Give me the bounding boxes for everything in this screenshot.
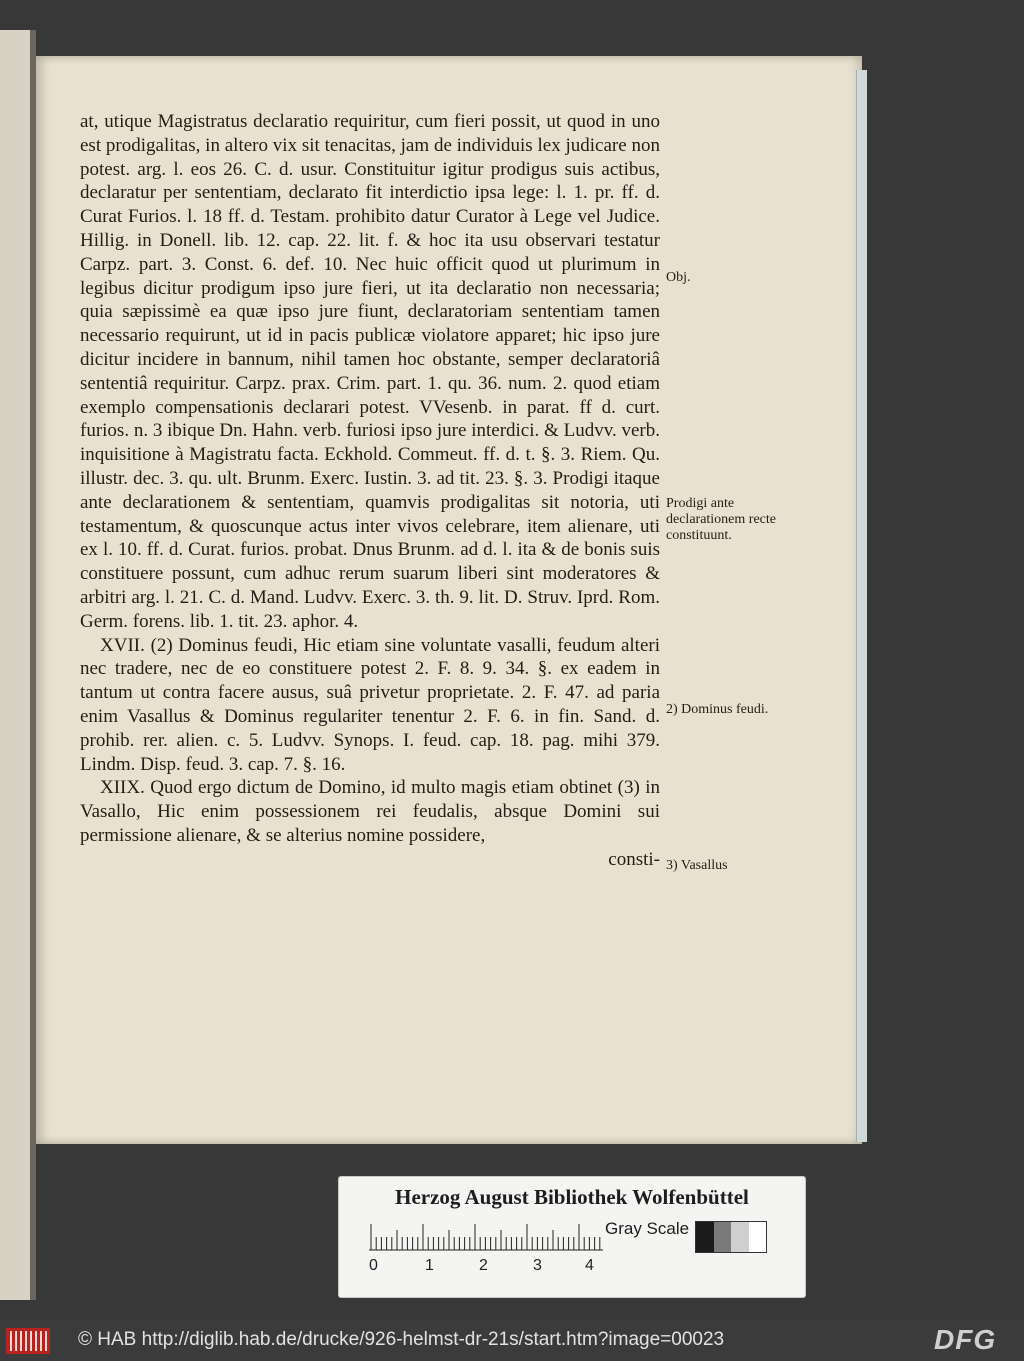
gray-swatch [731, 1222, 749, 1252]
copyright-link[interactable]: © HAB http://diglib.hab.de/drucke/926-helmst-dr-21s/start.htm?image=00023 [78, 1329, 725, 1350]
page-fore-edge [856, 70, 867, 1142]
ruler-number-4: 4 [585, 1257, 594, 1274]
dfg-logo: DFG [934, 1324, 997, 1355]
margin-note-prodigi: Prodigi ante declarationem recte constituunt. [666, 496, 776, 543]
viewer-footer [0, 1320, 1024, 1361]
hab-logo-icon [6, 1328, 50, 1354]
ruler-number-1: 1 [425, 1257, 434, 1274]
facing-page-edge [0, 30, 30, 1300]
margin-note-dominus: 2) Dominus feudi. [666, 702, 769, 717]
catchword: consti- [608, 848, 660, 870]
paragraph-3: XIIX. Quod ergo dictum de Domino, id multo magis etiam obtinet (3) in Vasallo, Hic enim possessionem rei feudalis, absque Domini sui permissione alienare, & se alterius nomine possidere, [80, 777, 660, 846]
gray-swatch [696, 1222, 714, 1252]
gray-scale-label: Gray Scale [605, 1219, 690, 1238]
margin-note-vasallus: 3) Vasallus [666, 858, 728, 873]
paragraph-1: at, utique Magistratus declaratio requiritur, cum fieri possit, ut quod in uno est prodigalitas, in altero vix sit tenacitas, jam de individuis lex judicare non potest. arg. l. eos 26. C. d. usur. Constituitur igitur prodigus suis actibus, declaratur per sententiam, declarato fit interdictio ipsa lege: l. 1. pr. ff. d. Curat Furios. l. 18 ff. d. Testam. prohibito datur Curator à Lege vel Judice. Hillig. in Donell. lib. 12. cap. 22. lit. f. & hoc ita usu observari testatur Carpz. part. 3. Const. 6. def. 10. Nec huic officit quod ut plurimum in legibus dicitur prodigum ipso jure fieri, ut ita declaratio non necessaria; quia sæpissimè ea quæ ipso jure fiunt, declaratoriam sententiam tamen necessario requirunt, ut id in pacis publicæ violatore apparet; hic ipso jure dicitur incidere in bannum, nihil tamen hoc obstante, semper declaratoriâ sententiâ requiritur. Carpz. prax. Crim. part. 1. qu. 36. num. 2. quod etiam exemplo compensationis declarari potest. VVesenb. in parat. ff d. curt. furios. n. 3 ibique Dn. Hahn. verb. furiosi ipso jure interdici. & Ludvv. verb. inquisitione à Magistratu facta. Eckhold. Commeut. ff. d. t. §. 3. Riem. Qu. illustr. dec. 3. qu. ult. Brunm. Exerc. Iustin. 3. ad tit. 23. §. 3. Prodigi itaque ante declarationem & sententiam, quamvis prodigalitas sit notoria, uti testamentum, & quoscunque actus inter vivos celebrare, item alienare, uti ex l. 10. ff. d. Curat. furios. probat. Dnus Brunm. ad d. l. ita & de bonis suis constituere possunt, cum adhuc rerum suarum liberi sint moderatores & arbitri arg. l. 21. C. d. Mand. Ludvv. Exerc. 3. th. 9. lit. D. Struv. Iprd. Rom. Germ. forens. lib. 1. tit. 23. aphor. 4. [80, 111, 660, 632]
ruler-scale [369, 1221, 603, 1251]
document-body [80, 110, 660, 872]
gray-scale-swatches [695, 1221, 767, 1253]
ruler-number-2: 2 [479, 1257, 488, 1274]
library-title: Herzog August Bibliothek Wolfenbüttel [395, 1185, 749, 1209]
gray-swatch [714, 1222, 732, 1252]
gray-swatch [749, 1222, 767, 1252]
ruler-number-0: 0 [369, 1257, 378, 1274]
margin-note-objection: Obj. [666, 270, 691, 285]
library-label-card [338, 1176, 806, 1298]
ruler-number-3: 3 [533, 1257, 542, 1274]
paragraph-2: XVII. (2) Dominus feudi, Hic etiam sine voluntate vasalli, feudum alteri nec tradere, nec de eo constituere potest 2. F. 8. 9. 34. §. ex eadem in tantum ut contra facere ausus, suâ privetur proprietate. 2. F. 47. ad paria enim Vasallus & Dominus regulariter tenentur 2. F. 6. in fin. Sand. d. prohib. rer. alien. c. 5. Ludvv. Synops. I. feud. cap. 18. pag. mihi 379. Lindm. Disp. feud. 3. cap. 7. §. 16. [80, 634, 660, 775]
